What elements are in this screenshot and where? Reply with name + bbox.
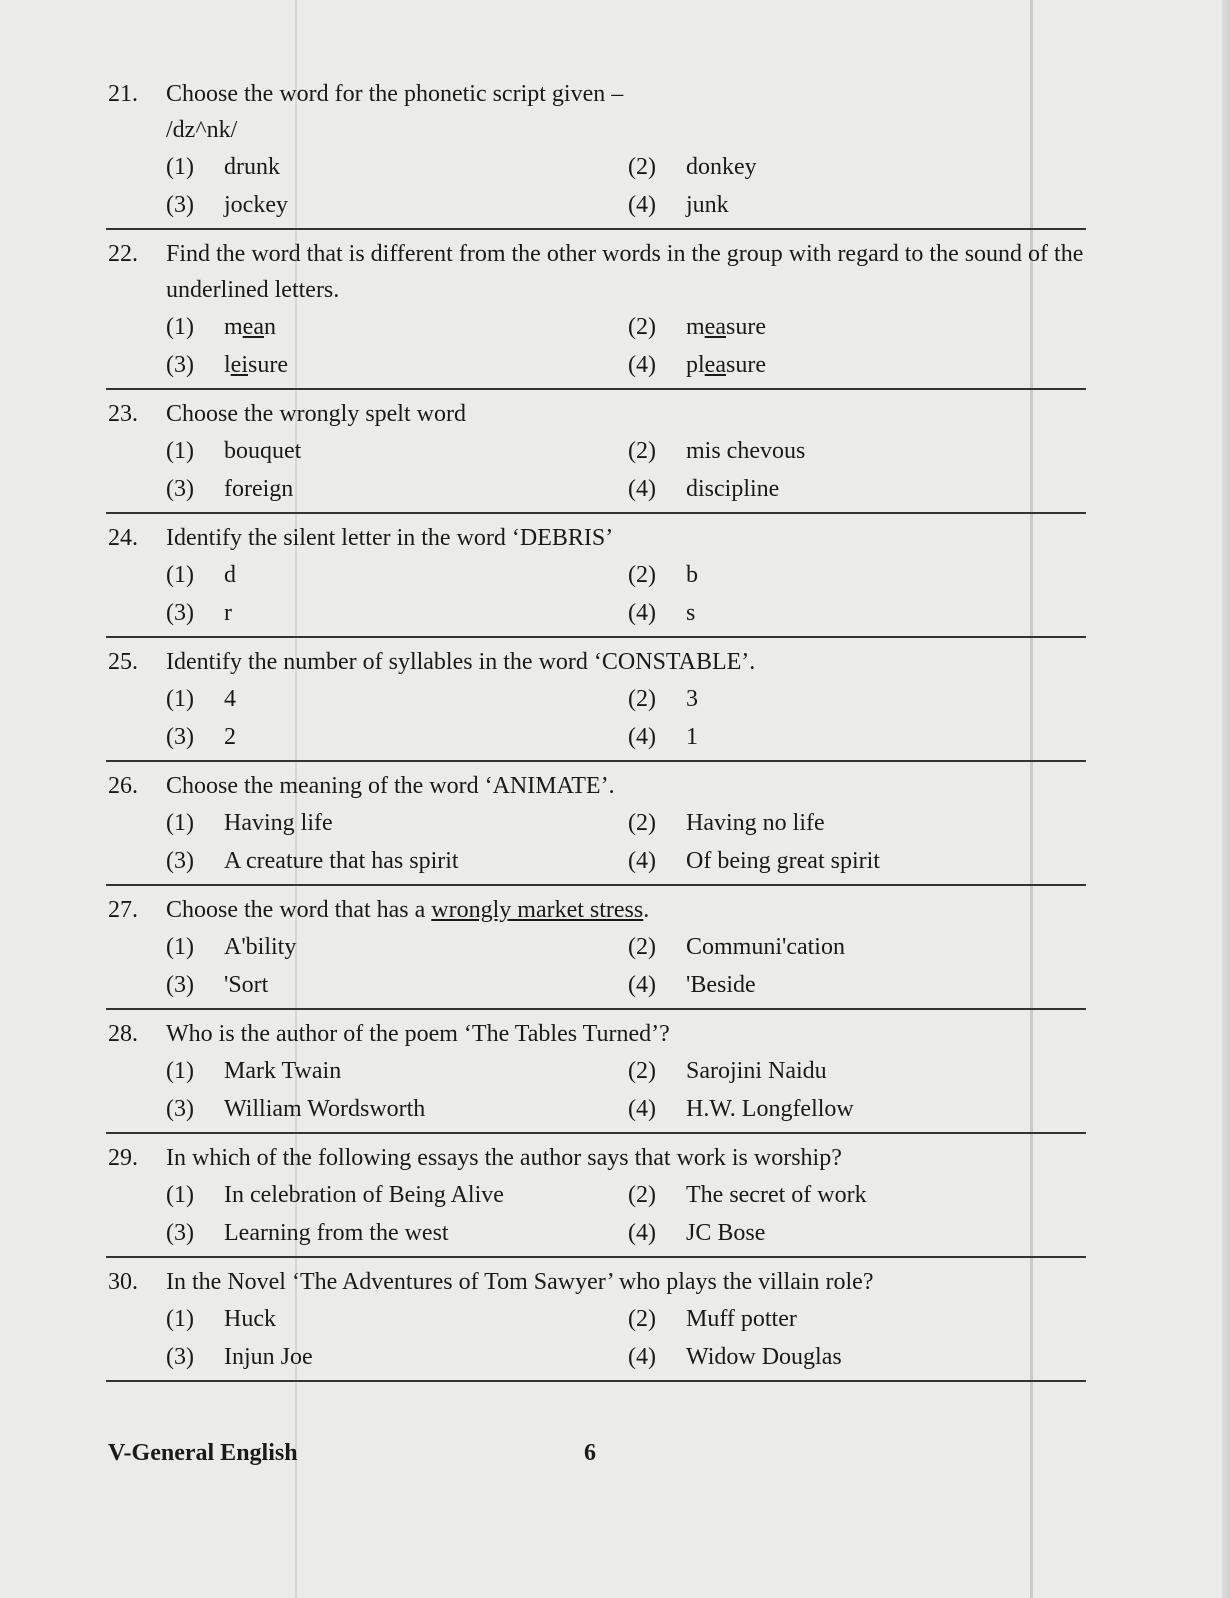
question-number: 21. xyxy=(108,81,138,107)
option xyxy=(166,686,628,713)
question-number: 26. xyxy=(108,773,138,799)
option-text: mis chevous xyxy=(686,437,806,464)
option-number: (4) xyxy=(628,723,656,750)
option-text: 1 xyxy=(686,723,698,750)
question-27 xyxy=(108,892,1108,1010)
option xyxy=(628,848,1090,875)
option-number: (3) xyxy=(166,1219,194,1246)
question-text: Identify the silent letter in the word ‘DEBRIS’ xyxy=(166,525,614,551)
question-number: 30. xyxy=(108,1269,138,1295)
option-text: foreign xyxy=(224,475,294,502)
option xyxy=(628,724,1090,751)
option xyxy=(166,810,628,837)
option-number: (2) xyxy=(628,437,656,464)
option-text: Sarojini Naidu xyxy=(686,1057,827,1084)
phonetic-script: /dz^nk/ xyxy=(166,117,238,143)
option-text: Learning from the west xyxy=(224,1219,449,1246)
option-text: measure xyxy=(686,313,766,340)
divider xyxy=(106,1008,1086,1010)
question-text: In the Novel ‘The Adventures of Tom Sawyer’ who plays the villain role? xyxy=(166,1269,874,1295)
option xyxy=(166,934,628,961)
option-number: (1) xyxy=(166,1305,194,1332)
option-text: Widow Douglas xyxy=(686,1343,842,1370)
option-text: 3 xyxy=(686,685,698,712)
question-text: Find the word that is different from the other words in the group with regard to the sound of the underlined letters. xyxy=(166,241,1084,303)
option xyxy=(166,1306,628,1333)
option-text: drunk xyxy=(224,153,280,180)
option xyxy=(628,352,1090,379)
option xyxy=(628,192,1090,219)
question-sheet xyxy=(108,76,1108,1388)
question-text: Choose the word that has a wrongly market stress. xyxy=(166,897,650,923)
option-number: (4) xyxy=(628,599,656,626)
option-text: 'Sort xyxy=(224,971,269,998)
divider xyxy=(106,1256,1086,1258)
option-number: (2) xyxy=(628,933,656,960)
option xyxy=(628,154,1090,181)
option xyxy=(628,972,1090,999)
divider xyxy=(106,636,1086,638)
option-text: Having no life xyxy=(686,809,825,836)
option-number: (3) xyxy=(166,191,194,218)
option-text: discipline xyxy=(686,475,780,502)
option-text: r xyxy=(224,599,232,626)
option xyxy=(166,724,628,751)
option-text: A'bility xyxy=(224,933,297,960)
option-text: Muff potter xyxy=(686,1305,797,1332)
option xyxy=(628,1306,1090,1333)
question-number: 28. xyxy=(108,1021,138,1047)
option-text: pleasure xyxy=(686,351,766,378)
option-text: junk xyxy=(686,191,729,218)
option xyxy=(166,1182,628,1209)
option xyxy=(166,600,628,627)
option xyxy=(166,848,628,875)
question-text: Choose the meaning of the word ‘ANIMATE’. xyxy=(166,773,615,799)
option xyxy=(628,438,1090,465)
option xyxy=(166,314,628,341)
option xyxy=(166,154,628,181)
option-number: (1) xyxy=(166,685,194,712)
option-text: d xyxy=(224,561,236,588)
question-24 xyxy=(108,520,1108,638)
option-number: (2) xyxy=(628,1181,656,1208)
option-number: (3) xyxy=(166,847,194,874)
option xyxy=(628,1058,1090,1085)
paper-edge xyxy=(1222,0,1230,1598)
option-number: (1) xyxy=(166,1181,194,1208)
option-number: (1) xyxy=(166,313,194,340)
option-text: leisure xyxy=(224,351,288,378)
option xyxy=(628,810,1090,837)
option-text: 'Beside xyxy=(686,971,756,998)
option-number: (1) xyxy=(166,933,194,960)
question-text: Choose the wrongly spelt word xyxy=(166,401,466,427)
option-number: (2) xyxy=(628,561,656,588)
option-number: (2) xyxy=(628,685,656,712)
option-number: (2) xyxy=(628,313,656,340)
option xyxy=(166,352,628,379)
option-text: Communi'cation xyxy=(686,933,845,960)
option-number: (1) xyxy=(166,561,194,588)
option-number: (3) xyxy=(166,475,194,502)
option xyxy=(166,1220,628,1247)
question-28 xyxy=(108,1016,1108,1134)
option-number: (4) xyxy=(628,1343,656,1370)
option-text: 2 xyxy=(224,723,236,750)
option-number: (1) xyxy=(166,1057,194,1084)
question-text: Choose the word for the phonetic script given – xyxy=(166,81,624,107)
option-text: Mark Twain xyxy=(224,1057,342,1084)
divider xyxy=(106,1132,1086,1134)
option-text: jockey xyxy=(224,191,288,218)
option xyxy=(628,562,1090,589)
option-text: A creature that has spirit xyxy=(224,847,459,874)
option xyxy=(628,934,1090,961)
divider xyxy=(106,512,1086,514)
option-text: Having life xyxy=(224,809,333,836)
question-23 xyxy=(108,396,1108,514)
option-text: donkey xyxy=(686,153,757,180)
option-number: (1) xyxy=(166,809,194,836)
option-number: (1) xyxy=(166,437,194,464)
option xyxy=(628,600,1090,627)
option xyxy=(166,1096,628,1123)
option xyxy=(166,562,628,589)
question-29 xyxy=(108,1140,1108,1258)
divider xyxy=(106,228,1086,230)
question-21 xyxy=(108,76,1108,230)
option-text: H.W. Longfellow xyxy=(686,1095,854,1122)
option-text: s xyxy=(686,599,696,626)
question-30 xyxy=(108,1264,1108,1382)
option xyxy=(166,476,628,503)
option-number: (4) xyxy=(628,475,656,502)
subject-title: V-General English xyxy=(108,1440,298,1466)
option xyxy=(166,192,628,219)
option xyxy=(628,1220,1090,1247)
option-text: mean xyxy=(224,313,276,340)
question-25 xyxy=(108,644,1108,762)
option-number: (4) xyxy=(628,1219,656,1246)
option-number: (3) xyxy=(166,971,194,998)
question-number: 25. xyxy=(108,649,138,675)
option-text: William Wordsworth xyxy=(224,1095,426,1122)
question-26 xyxy=(108,768,1108,886)
option xyxy=(628,314,1090,341)
question-number: 29. xyxy=(108,1145,138,1171)
option-number: (4) xyxy=(628,191,656,218)
option-number: (4) xyxy=(628,1095,656,1122)
option-number: (4) xyxy=(628,971,656,998)
divider xyxy=(106,388,1086,390)
question-number: 27. xyxy=(108,897,138,923)
question-22 xyxy=(108,236,1108,390)
option-number: (2) xyxy=(628,1057,656,1084)
option-text: JC Bose xyxy=(686,1219,766,1246)
option xyxy=(628,686,1090,713)
question-number: 24. xyxy=(108,525,138,551)
option-number: (3) xyxy=(166,1343,194,1370)
question-number: 22. xyxy=(108,241,138,267)
option xyxy=(166,1344,628,1371)
option xyxy=(628,1096,1090,1123)
divider xyxy=(106,1380,1086,1382)
option-number: (1) xyxy=(166,153,194,180)
option-text: 4 xyxy=(224,685,236,712)
option xyxy=(166,1058,628,1085)
option-number: (3) xyxy=(166,1095,194,1122)
option-number: (2) xyxy=(628,153,656,180)
option-number: (3) xyxy=(166,351,194,378)
option-text: In celebration of Being Alive xyxy=(224,1181,504,1208)
option xyxy=(628,1182,1090,1209)
page-number: 6 xyxy=(584,1440,596,1466)
option-text: Injun Joe xyxy=(224,1343,313,1370)
option-number: (3) xyxy=(166,723,194,750)
option-text: bouquet xyxy=(224,437,302,464)
option-number: (4) xyxy=(628,351,656,378)
option-number: (2) xyxy=(628,809,656,836)
option-text: The secret of work xyxy=(686,1181,867,1208)
option xyxy=(628,1344,1090,1371)
question-text: Identify the number of syllables in the word ‘CONSTABLE’. xyxy=(166,649,756,675)
divider xyxy=(106,760,1086,762)
question-text: Who is the author of the poem ‘The Tables Turned’? xyxy=(166,1021,670,1047)
option xyxy=(166,438,628,465)
option xyxy=(166,972,628,999)
option-text: b xyxy=(686,561,698,588)
option xyxy=(628,476,1090,503)
question-number: 23. xyxy=(108,401,138,427)
question-text: In which of the following essays the author says that work is worship? xyxy=(166,1145,842,1171)
option-text: Huck xyxy=(224,1305,276,1332)
option-number: (3) xyxy=(166,599,194,626)
option-text: Of being great spirit xyxy=(686,847,880,874)
divider xyxy=(106,884,1086,886)
option-number: (2) xyxy=(628,1305,656,1332)
option-number: (4) xyxy=(628,847,656,874)
